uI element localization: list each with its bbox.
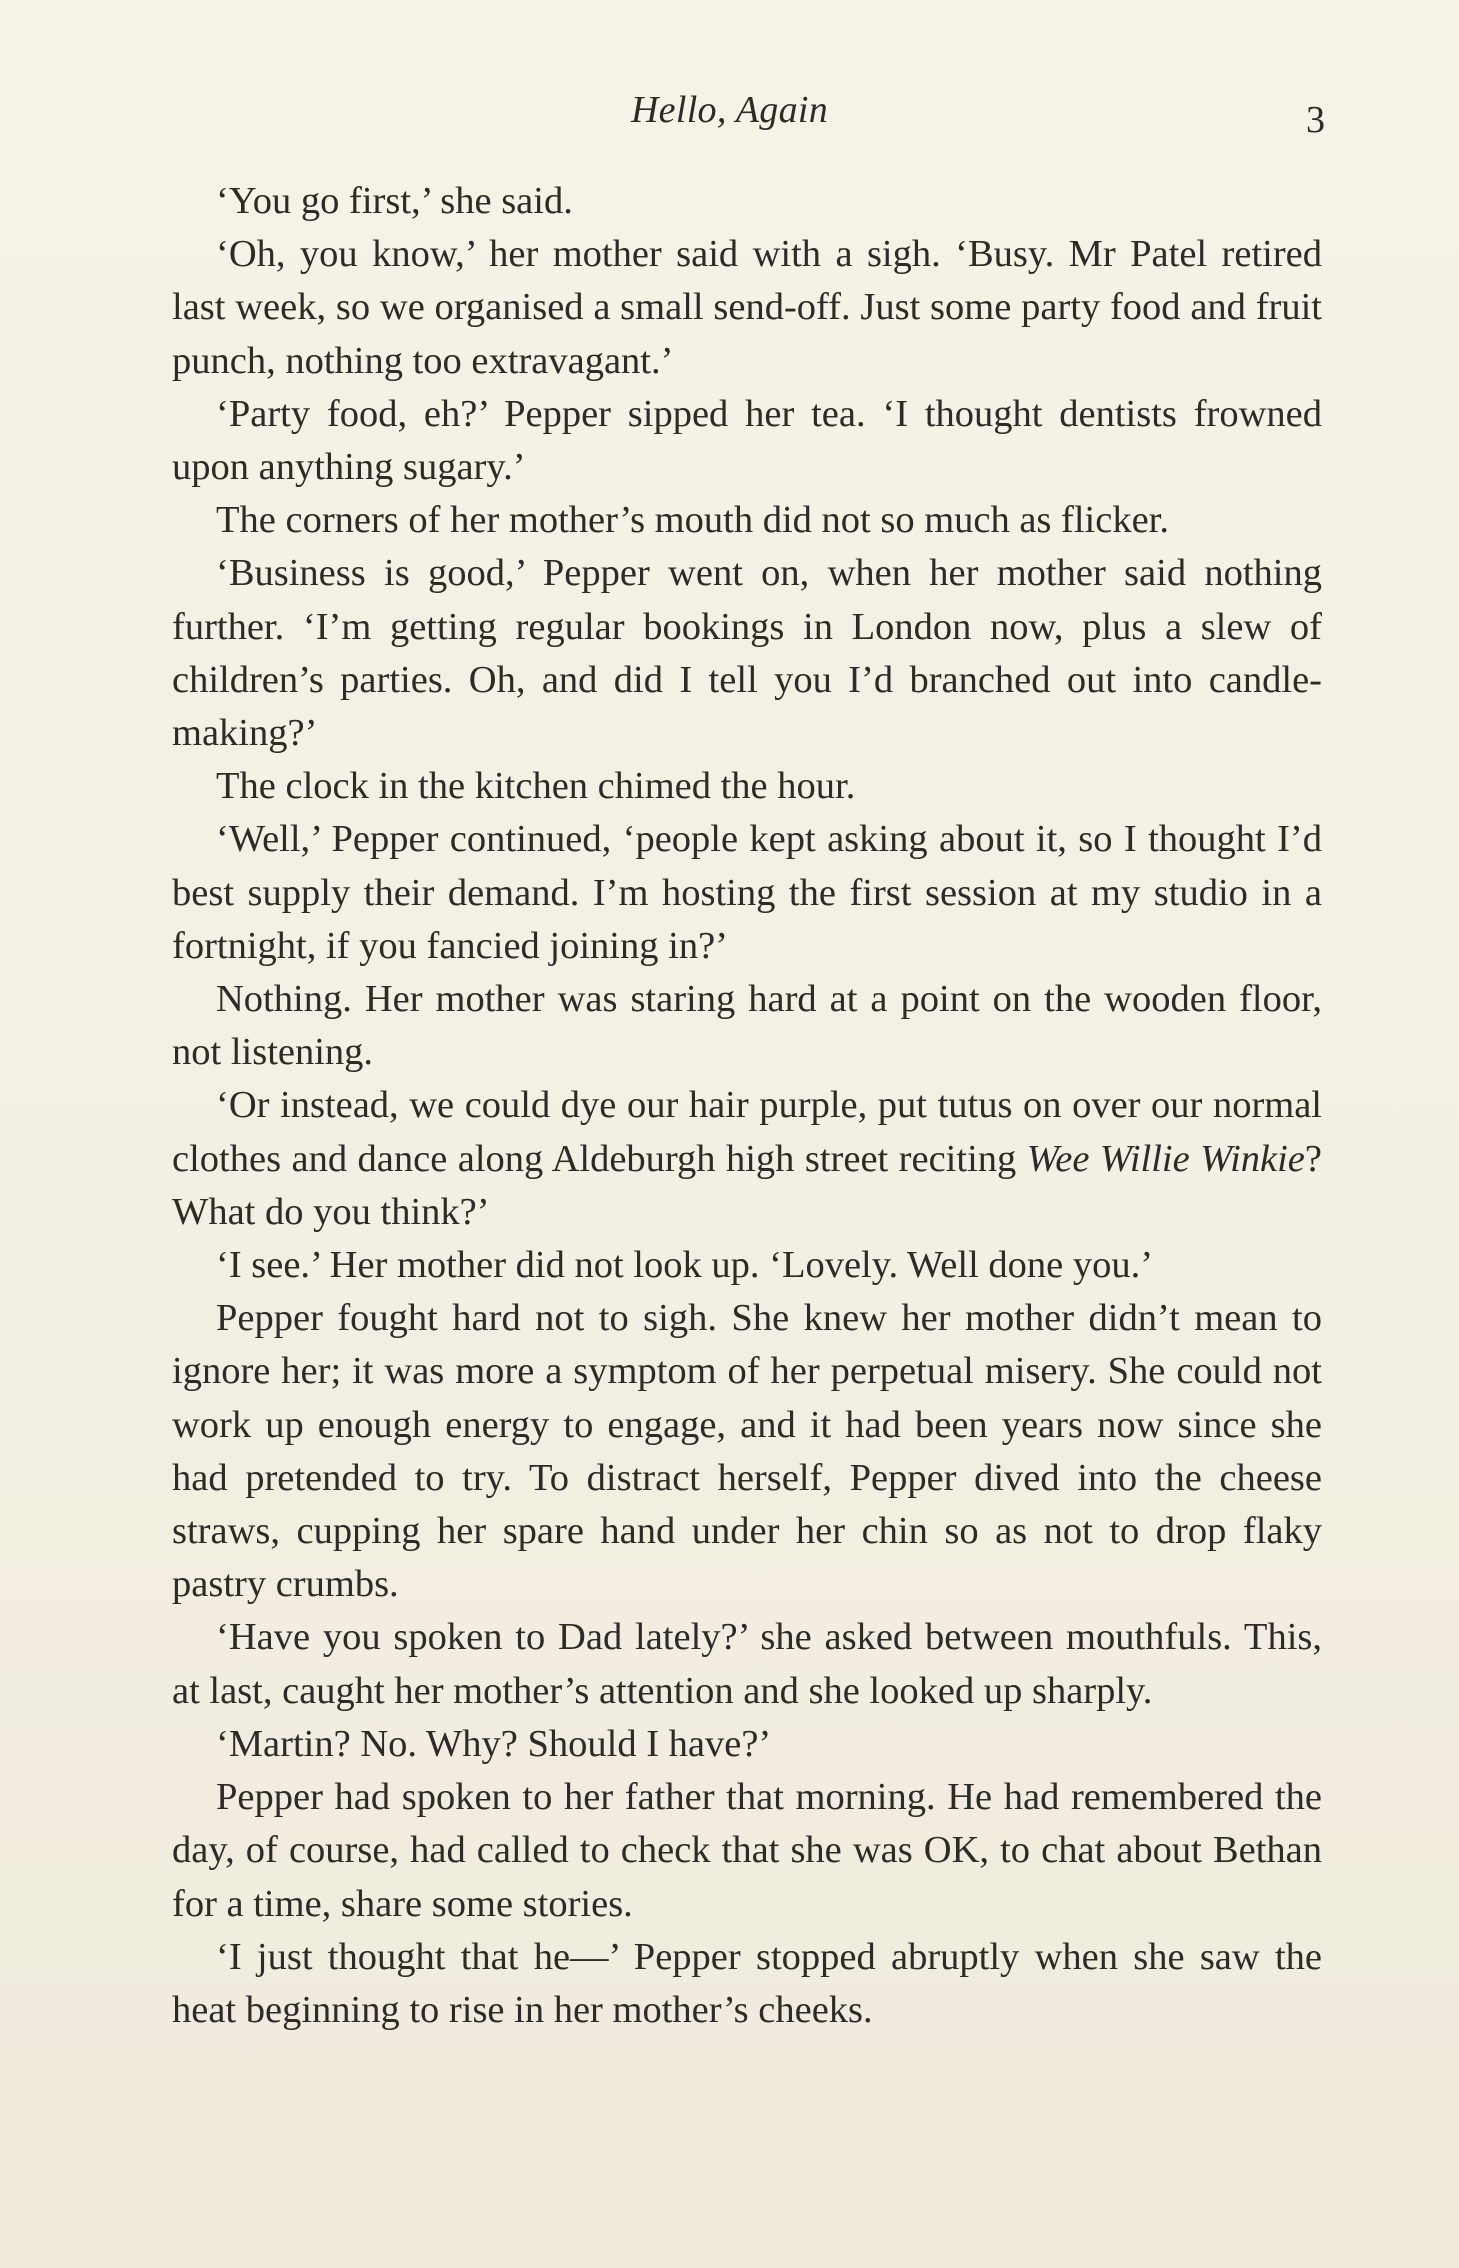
paragraph-text: ? What do you think?’ (172, 1137, 1322, 1233)
running-title: Hello, Again (630, 89, 829, 131)
paragraph: ‘Well,’ Pepper continued, ‘people kept asking about it, so I thought I’d best supply their demand. I’m hosting the first session at my studio in a fortnight, if you fancied joining in?’ (172, 818, 1322, 967)
paragraph: ‘Martin? No. Why? Should I have?’ (216, 1722, 772, 1765)
paragraph: Nothing. Her mother was staring hard at a point on the wooden floor, not listening. (172, 978, 1322, 1074)
body-text (172, 175, 1322, 2037)
paragraph: ‘Oh, you know,’ her mother said with a sigh. ‘Busy. Mr Patel retired last week, so we organised a small send-off. Just some party food and fruit punch, nothing too extravagant.’ (172, 233, 1322, 382)
paragraph: The clock in the kitchen chimed the hour. (216, 765, 856, 808)
italic-title: Wee Willie Winkie (1026, 1137, 1305, 1180)
paragraph: ‘I just thought that he—’ Pepper stopped abruptly when she saw the heat beginning to rise in her mother’s cheeks. (172, 1935, 1322, 2031)
paragraph: ‘Business is good,’ Pepper went on, when her mother said nothing further. ‘I’m getting regular bookings in London now, plus a slew of children’s parties. Oh, and did I tell you I’d branched out into candle-making?’ (172, 552, 1322, 755)
paragraph: Pepper fought hard not to sigh. She knew her mother didn’t mean to ignore her; it was more a symptom of her perpetual misery. She could not work up enough energy to engage, and it had been years now since she had pretended to try. To distract herself, Pepper dived into the cheese straws, cupping her spare hand under her chin so as not to drop flaky pastry crumbs. (172, 1297, 1322, 1606)
paragraph: Pepper had spoken to her father that morning. He had remembered the day, of course, had called to check that she was OK, to chat about Bethan for a time, share some stories. (172, 1776, 1322, 1925)
paragraph: ‘Have you spoken to Dad lately?’ she asked between mouthfuls. This, at last, caught her mother’s attention and she looked up sharply. (172, 1616, 1322, 1712)
page-number: 3 (1306, 99, 1325, 141)
paragraph: The corners of her mother’s mouth did not so much as flicker. (216, 499, 1170, 542)
paragraph-text: ‘Or instead, we could dye our hair purple, put tutus on over our normal clothes and dance along Aldeburgh high street reciting (172, 1084, 1322, 1180)
paragraph (172, 1079, 1322, 1239)
paragraph: ‘Party food, eh?’ Pepper sipped her tea. ‘I thought dentists frowned upon anything sugary.’ (172, 392, 1322, 489)
paragraph: ‘I see.’ Her mother did not look up. ‘Lovely. Well done you.’ (216, 1244, 1154, 1287)
paragraph: ‘You go first,’ she said. (216, 180, 573, 222)
